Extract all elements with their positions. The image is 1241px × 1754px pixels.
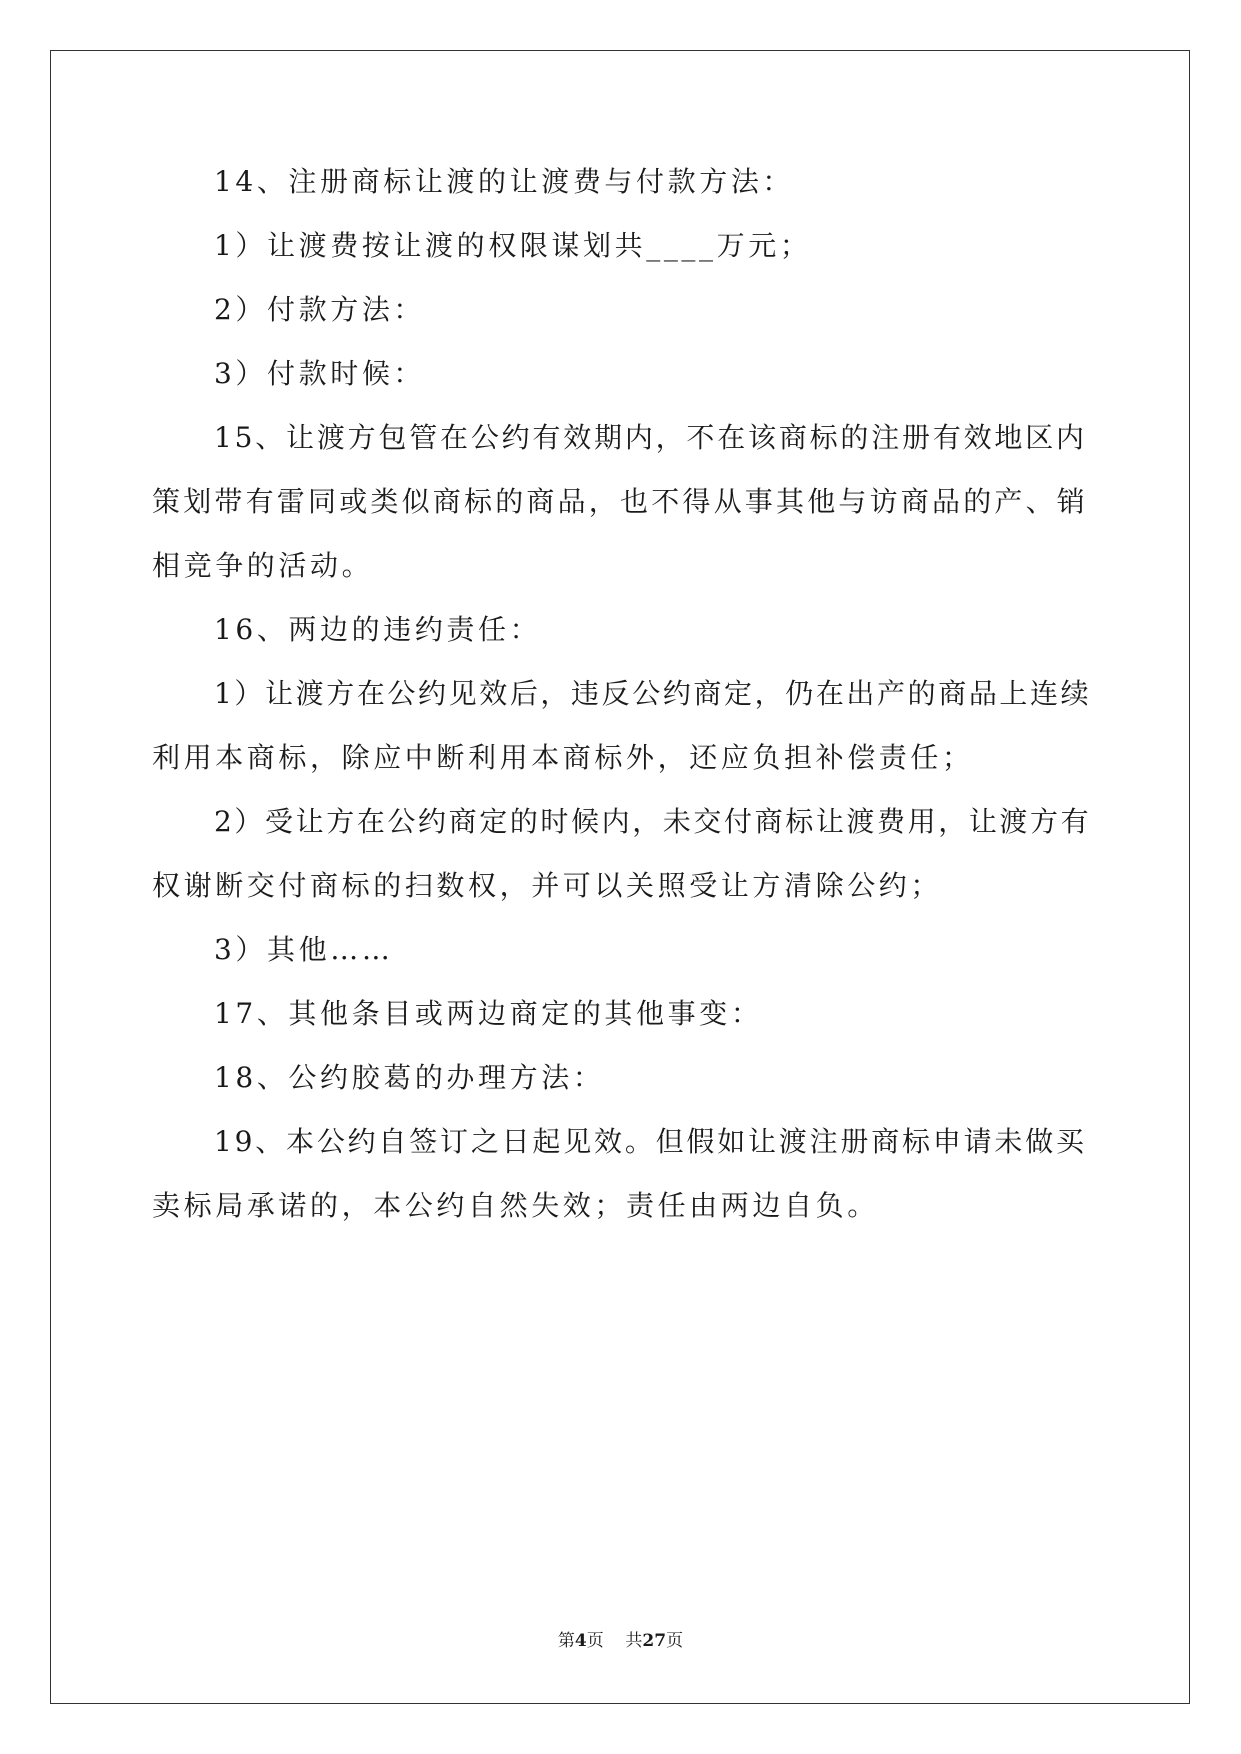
paragraph-line: 策划带有雷同或类似商标的商品，也不得从事其他与访商品的产、销 [152, 485, 1089, 518]
page-number: 4 [574, 1631, 587, 1651]
paragraph-line: 卖标局承诺的，本公约自然失效；责任由两边自负。 [152, 1189, 879, 1222]
paragraph-line: 14、注册商标让渡的让渡费与付款方法： [214, 165, 795, 198]
paragraph-line: 17、其他条目或两边商定的其他事变： [214, 997, 763, 1030]
document-body [152, 165, 1092, 1256]
paragraph-line: 15、让渡方包管在公约有效期内，不在该商标的注册有效地区内 [214, 421, 1087, 454]
paragraph-line: 2）受让方在公约商定的时候内，未交付商标让渡费用，让渡方有 [214, 805, 1092, 838]
paragraph-line: 18、公约胶葛的办理方法： [214, 1061, 605, 1094]
page-prefix: 第 [557, 1631, 575, 1651]
total-prefix: 共 [625, 1631, 643, 1651]
total-suffix: 页 [666, 1631, 684, 1651]
paragraph-line: 2）付款方法： [214, 293, 426, 326]
paragraph-line: 1）让渡方在公约见效后，违反公约商定，仍在出产的商品上连续 [214, 677, 1092, 710]
paragraph-line: 权谢断交付商标的扫数权，并可以关照受让方清除公约； [152, 869, 943, 902]
page-suffix: 页 [586, 1631, 604, 1651]
paragraph-line: 16、两边的违约责任： [214, 613, 542, 646]
paragraph-line: 相竞争的活动。 [152, 549, 374, 582]
paragraph-line: 3）其他…… [214, 933, 394, 966]
total-pages: 27 [642, 1631, 667, 1651]
paragraph-line: 利用本商标，除应中断利用本商标外，还应负担补偿责任； [152, 741, 974, 774]
paragraph-line: 19、本公约自签订之日起见效。但假如让渡注册商标申请未做买 [214, 1125, 1087, 1158]
paragraph-line: 1）让渡费按让渡的权限谋划共____万元； [214, 229, 812, 262]
paragraph-line: 3）付款时候： [214, 357, 426, 390]
page-footer [0, 1626, 1241, 1651]
